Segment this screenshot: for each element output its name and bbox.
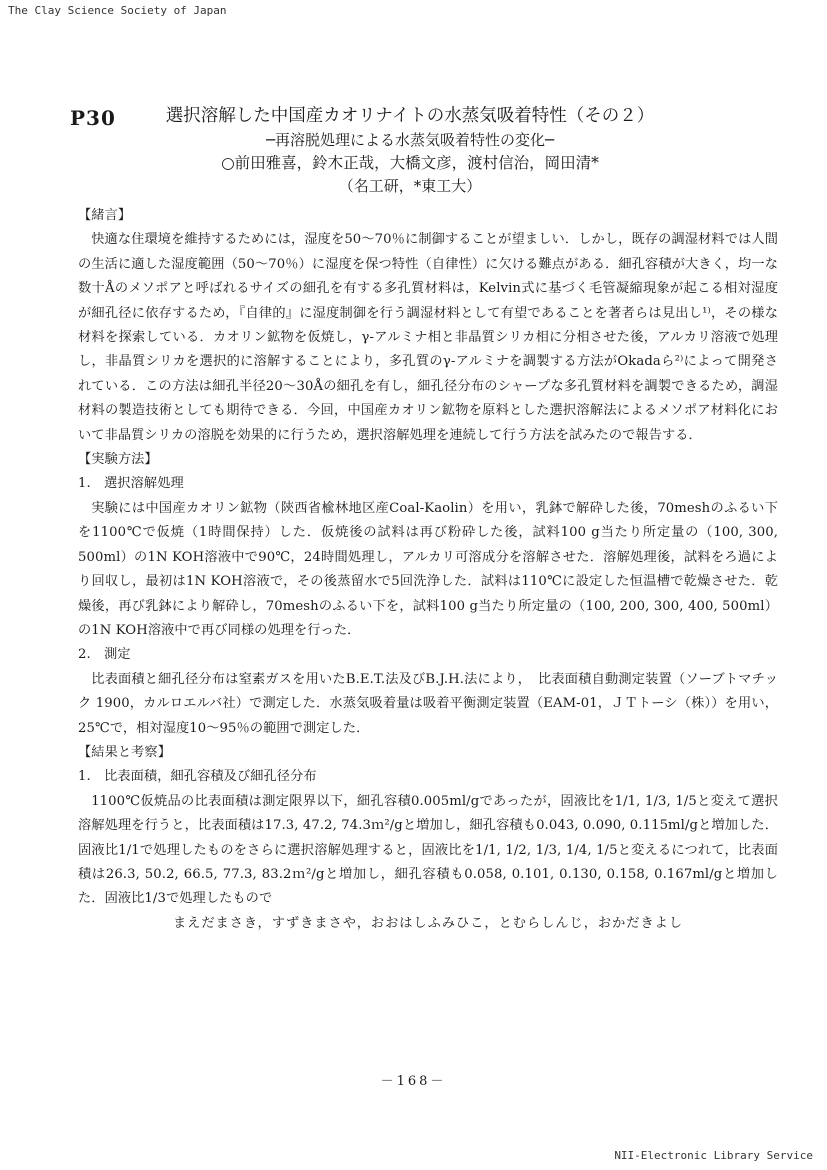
affiliation: （名工研，*東工大） (338, 177, 482, 195)
paper-number: P30 (70, 106, 116, 130)
method1-paragraph: 実験には中国産カオリン鉱物（陝西省楡林地区産Coal-Kaolin）を用い，乳鉢で解砕した後，70meshのふるい下を1100℃で仮焼（1時間保持）した．仮焼後の試料は再び粉砕した後，試料100 g当たり所定量の（100, 300, 500ml）の1N KOH溶液中で90℃，24時間処理し，アルカリ可溶成分を溶解させた．溶解処理後，試料をろ過により回収し，最初は1N KOH溶液で，その後蒸留水で5回洗浄した．試料は110℃に設定した恒温槽で乾燥させた．乾燥後，再び乳鉢により解砕し，70meshのふるい下を，試料100 g当たり所定量の（100, 200, 300, 400, 500ml）の1N KOH溶液中で再び同様の処理を行った． (78, 500, 778, 638)
paper-body (78, 204, 778, 936)
results-heading: 【結果と考察】 (78, 744, 172, 760)
intro-paragraph: 快適な住環境を維持するためには，湿度を50〜70％に制御することが望ましい．しかし，既存の調湿材料では人間の生活に適した湿度範囲（50〜70％）に湿度を保つ特性（自律性）に欠ける難点がある．細孔容積が大きく，均一な数十Åのメソポアと呼ばれるサイズの細孔を有する多孔質材料は，Kelvin式に基づく毛管凝縮現象が起こる相対湿度が細孔径に依存するため，『自律的』に湿度制御を行う調湿材料として有望であることを著者らは見出し¹⁾，その様な材料を探索している．カオリン鉱物を仮焼し，γ-アルミナ相と非晶質シリカ相に分相させた後，アルカリ溶液で処理し，非晶質シリカを選択的に溶解することにより，多孔質のγ-アルミナを調製する方法がOkadaら²⁾によって開発されている．この方法は細孔半径20〜30Åの細孔を有し，細孔径分布のシャープな多孔質材料を調製できるため，調湿材料の製造技術としても期待できる．今回，中国産カオリン鉱物を原料とした選択溶解法によるメソポア材料化において非晶質シリカの溶脱を効果的に行うため，選択溶解処理を連続して行う方法を試みたので報告する． (78, 232, 778, 443)
author-romaji: まえだまさき，すずきまさや，おおはしふみひこ，とむらしんじ，おかだきよし (172, 915, 684, 931)
methods-heading: 【実験方法】 (78, 452, 158, 468)
intro-heading: 【緒言】 (78, 208, 132, 223)
result1-paragraph: 1100℃仮焼品の比表面積は測定限界以下，細孔容積0.005ml/gであったが，固液比を1/1, 1/3, 1/5と変えて選択溶解処理を行うと，比表面積は17.3, 47.2, 74.3ｍ²/gと増加し，細孔容積も0.043, 0.090, 0.115ml/gと増加した．固液比1/1で処理したものをさらに選択溶解処理すると，固液比を1/1, 1/2, 1/3, 1/4, 1/5と変えるにつれて，比表面積は26.3, 50.2, 66.5, 77.3, 83.2ｍ²/gと増加し，細孔容積も0.058, 0.101, 0.130, 0.158, 0.167ml/gと増加した．固液比1/3で処理したもので (78, 793, 778, 907)
paper-title: 選択溶解した中国産カオリナイトの水蒸気吸着特性（その２） (165, 106, 655, 126)
society-header: The Clay Science Society of Japan (8, 4, 227, 17)
paper-header (150, 103, 670, 197)
result1-heading: 1. 比表面積，細孔容積及び細孔径分布 (78, 769, 317, 785)
paper-subtitle: ─再溶脱処理による水蒸気吸着特性の変化─ (265, 131, 555, 149)
method2-paragraph: 比表面積と細孔径分布は窒素ガスを用いたB.E.T.法及びB.J.H.法により， 比表面積自動測定装置（ソーブトマチック 1900，カルロエルバ社）で測定した．水蒸気吸着量は吸着平衡測定装置（EAM-01，ＪＴトーシ（株））を用い，25℃で，相対湿度10〜95％の範囲で測定した． (78, 671, 778, 736)
page-number: －168－ (380, 1074, 447, 1089)
method2-heading: 2. 測定 (78, 647, 131, 663)
method1-heading: 1. 選択溶解処理 (78, 476, 184, 492)
library-service-footer: NII-Electronic Library Service (614, 1149, 813, 1162)
author-list: ○前田雅喜，鈴木正哉，大橋文彦，渡村信治，岡田清* (221, 154, 599, 172)
